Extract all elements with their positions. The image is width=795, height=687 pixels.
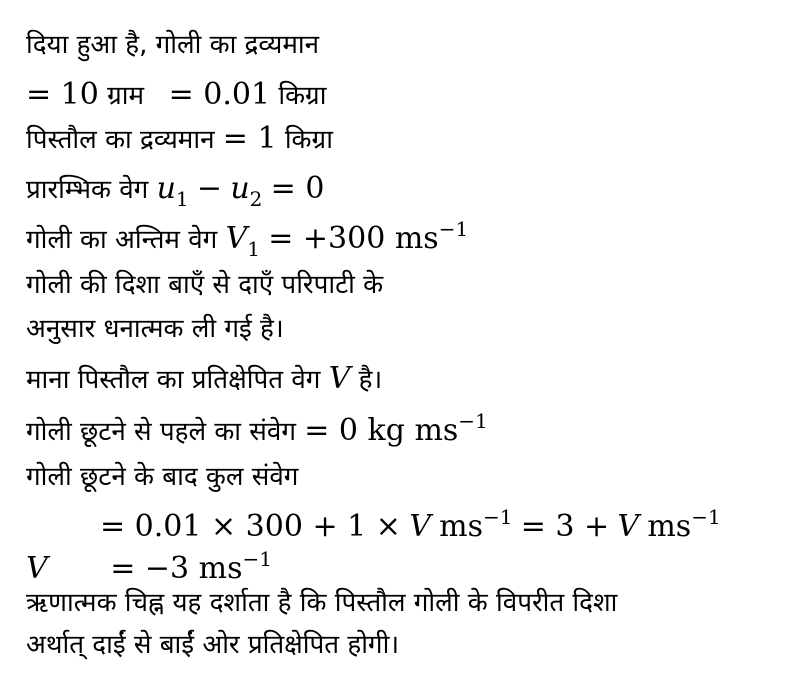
exponent: −1 [482,505,513,529]
final-velocity-line [26,217,469,261]
v-symbol: V [328,361,351,396]
u-symbol: u [156,171,176,206]
pistol-mass-text: पिस्तौल का द्रव्यमान [26,125,215,155]
result-line [26,547,272,587]
unit-ms: ms [439,509,483,544]
momentum-before-value: = 0 kg ms [304,413,459,448]
equation-part-a: = 0.01 × 300 + 1 × [100,509,401,544]
v-symbol: V [409,509,431,544]
gram-unit: ग्राम [107,81,145,111]
exponent: −1 [691,505,721,529]
exponent: −1 [242,547,272,571]
final-velocity-text: गोली का अन्तिम वेग [26,225,218,255]
direction-line-1 [26,268,383,302]
given-text: दिया हुआ है, गोली का द्रव्यमान [26,30,320,60]
v-symbol: V [225,221,248,256]
exponent: −1 [458,409,488,433]
momentum-before-line [26,409,488,449]
bullet-mass-kg: = 0.01 [168,77,271,112]
u-symbol-2: u [230,171,250,206]
result-value: = −3 ms [110,551,243,586]
given-line [26,28,319,62]
u-subscript-2: 2 [249,187,263,211]
equation-part-c: = 3 + [520,509,610,544]
v-symbol: V [26,551,48,586]
conclusion-line-2 [26,628,399,662]
conclusion-text-2: अर्थात् दाईं से बाईं ओर प्रतिक्षेपित होगी। [26,630,400,660]
momentum-before-text: गोली छूटने से पहले का संवेग [26,417,296,447]
exponent: −1 [438,217,469,241]
final-velocity-value: = +300 ms [268,221,439,256]
v-symbol: V [617,509,640,544]
direction-line-2 [26,312,284,346]
pistol-mass-unit: किग्रा [284,125,333,155]
v-subscript: 1 [247,237,260,261]
conclusion-text-1: ऋणात्मक चिह्न यह दर्शाता है कि पिस्तौल गोली के विपरीत दिशा [26,588,618,618]
recoil-assumption-text: माना पिस्तौल का प्रतिक्षेपित वेग [26,365,321,395]
initial-velocity-value: = 0 [270,171,325,206]
direction-text-1: गोली की दिशा बाएँ से दाएँ परिपाटी के [26,270,384,300]
pistol-mass-value: = 1 [222,121,277,156]
minus-sign: − [196,171,223,206]
kg-unit: किग्रा [278,81,327,111]
bullet-mass-grams: = 10 [26,77,99,112]
unit-ms: ms [647,509,692,544]
momentum-after-text: गोली छूटने के बाद कुल संवेग [26,462,299,492]
direction-text-2: अनुसार धनात्मक ली गई है। [26,314,284,344]
recoil-assumption-line [26,362,382,397]
bullet-mass-line [26,78,326,113]
recoil-assumption-tail: है। [358,365,383,395]
initial-velocity-line [26,171,325,211]
initial-velocity-text: प्रारम्भिक वेग [26,175,149,205]
pistol-mass-line [26,122,333,157]
conclusion-line-1 [26,586,617,620]
momentum-after-line [26,460,298,494]
u-subscript-1: 1 [175,187,189,211]
momentum-equation-line [100,505,721,545]
